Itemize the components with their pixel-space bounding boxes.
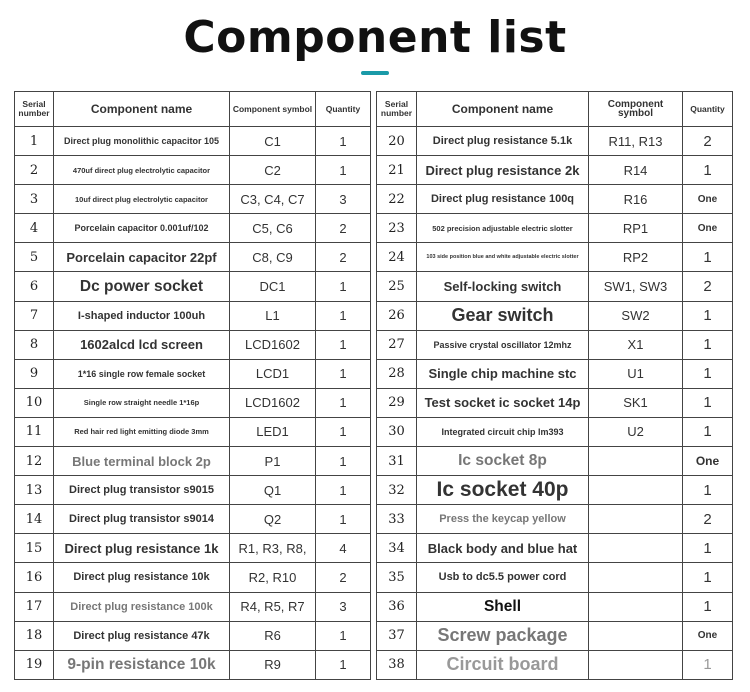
serial-cell: 7	[15, 301, 54, 330]
name-cell: Screw package	[417, 621, 589, 650]
serial-cell: 5	[15, 243, 54, 272]
serial-cell: 24	[377, 243, 417, 272]
table-row	[377, 650, 733, 679]
name-cell: Blue terminal block 2p	[54, 447, 230, 476]
table-row	[15, 505, 371, 534]
qty-cell: 1	[683, 359, 733, 388]
table-row	[377, 330, 733, 359]
qty-cell: 2	[683, 272, 733, 301]
name-cell: I-shaped inductor 100uh	[54, 301, 230, 330]
symbol-cell: SK1	[589, 388, 683, 417]
table-row	[15, 534, 371, 563]
qty-cell: 2	[316, 214, 371, 243]
symbol-cell: LCD1	[230, 359, 316, 388]
symbol-cell: U2	[589, 417, 683, 446]
symbol-cell: R11, R13	[589, 127, 683, 156]
header-quantity: Quantity	[683, 92, 733, 127]
name-cell: Ic socket 40p	[417, 476, 589, 505]
name-cell: 1602alcd lcd screen	[54, 330, 230, 359]
symbol-cell	[589, 505, 683, 534]
symbol-cell: R16	[589, 185, 683, 214]
symbol-cell: R4, R5, R7	[230, 592, 316, 621]
qty-cell: 1	[316, 127, 371, 156]
qty-cell: 1	[316, 156, 371, 185]
serial-cell: 37	[377, 621, 417, 650]
qty-cell: 1	[316, 505, 371, 534]
table-row	[377, 214, 733, 243]
name-cell: 502 precision adjustable electric slotter	[417, 214, 589, 243]
symbol-cell: C3, C4, C7	[230, 185, 316, 214]
qty-cell: 3	[316, 185, 371, 214]
table-row	[15, 476, 371, 505]
serial-cell: 15	[15, 534, 54, 563]
symbol-cell: R6	[230, 621, 316, 650]
symbol-cell: R9	[230, 650, 316, 679]
name-cell: Red hair red light emitting diode 3mm	[54, 417, 230, 446]
table-row	[377, 301, 733, 330]
name-cell: Shell	[417, 592, 589, 621]
table-row	[15, 156, 371, 185]
symbol-cell: C1	[230, 127, 316, 156]
table-row	[15, 214, 371, 243]
table-row	[377, 359, 733, 388]
serial-cell: 8	[15, 330, 54, 359]
title-underline	[361, 71, 389, 75]
name-cell: Single row straight needle 1*16p	[54, 388, 230, 417]
qty-cell: 1	[316, 417, 371, 446]
serial-cell: 33	[377, 505, 417, 534]
symbol-cell	[589, 563, 683, 592]
name-cell: Direct plug transistor s9015	[54, 476, 230, 505]
name-cell: Gear switch	[417, 301, 589, 330]
name-cell: Single chip machine stc	[417, 359, 589, 388]
header-serial: Serial number	[377, 92, 417, 127]
qty-cell: 1	[683, 156, 733, 185]
name-cell: Direct plug resistance 100k	[54, 592, 230, 621]
name-cell: 10uf direct plug electrolytic capacitor	[54, 185, 230, 214]
serial-cell: 3	[15, 185, 54, 214]
serial-cell: 9	[15, 359, 54, 388]
symbol-cell: LCD1602	[230, 330, 316, 359]
symbol-cell	[589, 621, 683, 650]
symbol-cell: R2, R10	[230, 563, 316, 592]
table-row	[377, 592, 733, 621]
symbol-cell: R14	[589, 156, 683, 185]
table-row	[377, 272, 733, 301]
qty-cell: One	[683, 621, 733, 650]
symbol-cell: SW1, SW3	[589, 272, 683, 301]
serial-cell: 18	[15, 621, 54, 650]
serial-cell: 27	[377, 330, 417, 359]
table-row	[15, 563, 371, 592]
symbol-cell	[589, 534, 683, 563]
table-row	[15, 417, 371, 446]
table-row	[15, 272, 371, 301]
symbol-cell: DC1	[230, 272, 316, 301]
table-row	[15, 592, 371, 621]
symbol-cell	[589, 447, 683, 476]
table-row	[15, 650, 371, 679]
qty-cell: 2	[683, 505, 733, 534]
symbol-cell: X1	[589, 330, 683, 359]
qty-cell: 3	[316, 592, 371, 621]
table-row	[377, 388, 733, 417]
symbol-cell: P1	[230, 447, 316, 476]
name-cell: 470uf direct plug electrolytic capacitor	[54, 156, 230, 185]
table-row	[15, 127, 371, 156]
qty-cell: 1	[683, 476, 733, 505]
header-quantity: Quantity	[316, 92, 371, 127]
table-row	[15, 330, 371, 359]
qty-cell: 2	[316, 243, 371, 272]
symbol-cell: U1	[589, 359, 683, 388]
serial-cell: 26	[377, 301, 417, 330]
symbol-cell	[589, 592, 683, 621]
symbol-cell: C5, C6	[230, 214, 316, 243]
serial-cell: 13	[15, 476, 54, 505]
qty-cell: 1	[683, 592, 733, 621]
serial-cell: 2	[15, 156, 54, 185]
qty-cell: 1	[683, 330, 733, 359]
table-row	[15, 359, 371, 388]
symbol-cell: C8, C9	[230, 243, 316, 272]
serial-cell: 36	[377, 592, 417, 621]
name-cell: Dc power socket	[54, 272, 230, 301]
table-row	[377, 563, 733, 592]
component-table-right	[376, 91, 732, 680]
serial-cell: 19	[15, 650, 54, 679]
name-cell: Direct plug resistance 5.1k	[417, 127, 589, 156]
serial-cell: 12	[15, 447, 54, 476]
symbol-cell	[589, 476, 683, 505]
serial-cell: 31	[377, 447, 417, 476]
table-row	[377, 243, 733, 272]
table-row	[377, 185, 733, 214]
qty-cell: 1	[316, 388, 371, 417]
name-cell: Porcelain capacitor 22pf	[54, 243, 230, 272]
name-cell: Circuit board	[417, 650, 589, 679]
serial-cell: 28	[377, 359, 417, 388]
table-row	[15, 388, 371, 417]
table-row	[377, 505, 733, 534]
serial-cell: 21	[377, 156, 417, 185]
serial-cell: 6	[15, 272, 54, 301]
serial-cell: 20	[377, 127, 417, 156]
name-cell: Direct plug resistance 10k	[54, 563, 230, 592]
name-cell: Ic socket 8p	[417, 447, 589, 476]
table-header-row	[15, 92, 371, 127]
name-cell: Direct plug resistance 100q	[417, 185, 589, 214]
qty-cell: 1	[683, 301, 733, 330]
name-cell: 1*16 single row female socket	[54, 359, 230, 388]
table-row	[377, 621, 733, 650]
symbol-cell: LCD1602	[230, 388, 316, 417]
table-row	[377, 127, 733, 156]
name-cell: Usb to dc5.5 power cord	[417, 563, 589, 592]
symbol-cell: LED1	[230, 417, 316, 446]
qty-cell: 1	[316, 621, 371, 650]
qty-cell: 4	[316, 534, 371, 563]
table-row	[377, 156, 733, 185]
serial-cell: 34	[377, 534, 417, 563]
qty-cell: 1	[316, 330, 371, 359]
qty-cell: 1	[316, 476, 371, 505]
qty-cell: 2	[683, 127, 733, 156]
serial-cell: 4	[15, 214, 54, 243]
serial-cell: 35	[377, 563, 417, 592]
name-cell: Direct plug resistance 2k	[417, 156, 589, 185]
qty-cell: 1	[683, 534, 733, 563]
qty-cell: 1	[316, 359, 371, 388]
name-cell: Integrated circuit chip lm393	[417, 417, 589, 446]
symbol-cell: RP1	[589, 214, 683, 243]
name-cell: Passive crystal oscillator 12mhz	[417, 330, 589, 359]
qty-cell: 1	[683, 650, 733, 679]
table-row	[377, 417, 733, 446]
name-cell: 9-pin resistance 10k	[54, 650, 230, 679]
name-cell: Test socket ic socket 14p	[417, 388, 589, 417]
qty-cell: One	[683, 214, 733, 243]
qty-cell: One	[683, 447, 733, 476]
component-table-left	[14, 91, 370, 680]
symbol-cell	[589, 650, 683, 679]
name-cell: Direct plug resistance 1k	[54, 534, 230, 563]
qty-cell: 1	[316, 272, 371, 301]
serial-cell: 25	[377, 272, 417, 301]
name-cell: Porcelain capacitor 0.001uf/102	[54, 214, 230, 243]
table-row	[377, 476, 733, 505]
name-cell: Black body and blue hat	[417, 534, 589, 563]
header-component-symbol: Component symbol	[230, 92, 316, 127]
symbol-cell: R1, R3, R8,	[230, 534, 316, 563]
table-header-row	[377, 92, 733, 127]
symbol-cell: SW2	[589, 301, 683, 330]
name-cell: Direct plug transistor s9014	[54, 505, 230, 534]
serial-cell: 16	[15, 563, 54, 592]
serial-cell: 17	[15, 592, 54, 621]
header-component-name: Component name	[54, 92, 230, 127]
table-row	[15, 621, 371, 650]
table-row	[377, 534, 733, 563]
name-cell: Press the keycap yellow	[417, 505, 589, 534]
serial-cell: 32	[377, 476, 417, 505]
page-title: Component list	[183, 12, 567, 63]
serial-cell: 23	[377, 214, 417, 243]
serial-cell: 1	[15, 127, 54, 156]
symbol-cell: RP2	[589, 243, 683, 272]
qty-cell: 1	[683, 417, 733, 446]
qty-cell: 1	[683, 563, 733, 592]
qty-cell: One	[683, 185, 733, 214]
name-cell: 103 side position blue and white adjustable electric slotter	[417, 243, 589, 272]
symbol-cell: Q1	[230, 476, 316, 505]
symbol-cell: C2	[230, 156, 316, 185]
serial-cell: 38	[377, 650, 417, 679]
serial-cell: 14	[15, 505, 54, 534]
header-component-symbol: Component symbol	[589, 92, 683, 127]
name-cell: Direct plug resistance 47k	[54, 621, 230, 650]
serial-cell: 29	[377, 388, 417, 417]
name-cell: Direct plug monolithic capacitor 105	[54, 127, 230, 156]
symbol-cell: L1	[230, 301, 316, 330]
qty-cell: 1	[316, 301, 371, 330]
symbol-cell: Q2	[230, 505, 316, 534]
header-component-name: Component name	[417, 92, 589, 127]
qty-cell: 1	[683, 243, 733, 272]
qty-cell: 1	[316, 650, 371, 679]
serial-cell: 11	[15, 417, 54, 446]
table-row	[15, 243, 371, 272]
header-serial: Serial number	[15, 92, 54, 127]
serial-cell: 10	[15, 388, 54, 417]
qty-cell: 1	[316, 447, 371, 476]
table-row	[15, 301, 371, 330]
qty-cell: 1	[683, 388, 733, 417]
serial-cell: 22	[377, 185, 417, 214]
serial-cell: 30	[377, 417, 417, 446]
name-cell: Self-locking switch	[417, 272, 589, 301]
table-row	[377, 447, 733, 476]
table-row	[15, 447, 371, 476]
qty-cell: 2	[316, 563, 371, 592]
table-row	[15, 185, 371, 214]
